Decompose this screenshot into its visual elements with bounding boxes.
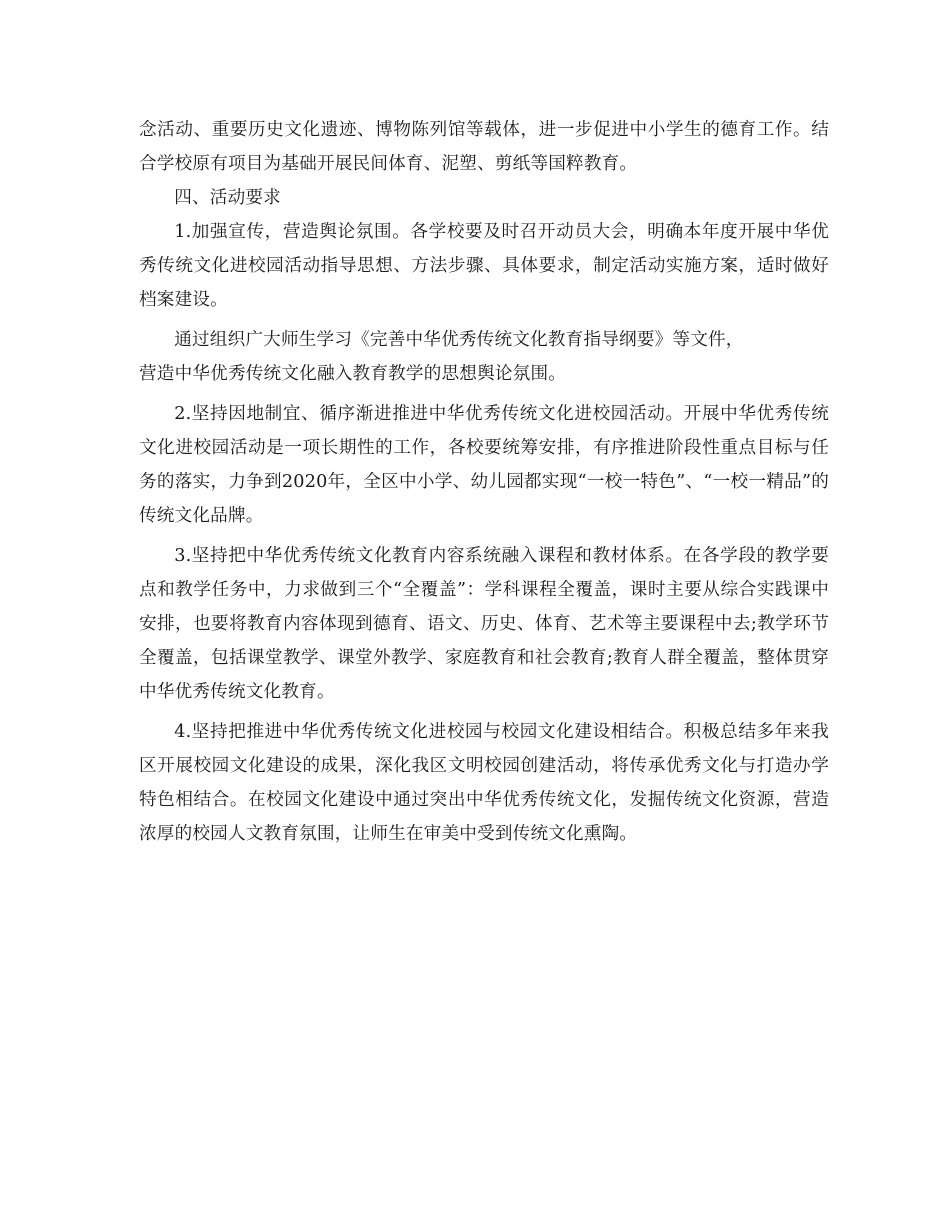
- paragraph-item-1: 1.加强宣传，营造舆论氛围。各学校要及时召开动员大会，明确本年度开展中华优秀传统文化进校园活动指导思想、方法步骤、具体要求，制定活动实施方案，适时做好档案建设。: [139, 222, 829, 310]
- paragraph-continuation: 念活动、重要历史文化遗迹、博物陈列馆等载体，进一步促进中小学生的德育工作。结合学校原有项目为基础开展民间体育、泥塑、剪纸等国粹教育。: [139, 120, 829, 174]
- paragraph-item-2: 2.坚持因地制宜、循序渐进推进中华优秀传统文化进校园活动。开展中华优秀传统文化进校园活动是一项长期性的工作，各校要统筹安排，有序推进阶段性重点目标与任务的落实，力争到2020年，全区中小学、幼儿园都实现“一校一特色”、“一校一精品”的传统文化品牌。: [139, 404, 829, 526]
- paragraph-item-3: 3.坚持把中华优秀传统文化教育内容系统融入课程和教材体系。在各学段的教学要点和教学任务中，力求做到三个“全覆盖”：学科课程全覆盖，课时主要从综合实践课中安排，也要将教育内容体现到德育、语文、历史、体育、艺术等主要课程中去;教学环节全覆盖，包括课堂教学、课堂外教学、家庭教育和社会教育;教育人群全覆盖，整体贯穿中华优秀传统文化教育。: [139, 546, 829, 702]
- section-heading: 四、活动要求: [174, 188, 281, 208]
- paragraph-item-4: 4.坚持把推进中华优秀传统文化进校园与校园文化建设相结合。积极总结多年来我区开展校园文化建设的成果，深化我区文明校园创建活动，将传承优秀文化与打造办学特色相结合。在校园文化建设中通过突出中华优秀传统文化，发掘传统文化资源，营造浓厚的校园人文教育氛围，让师生在审美中受到传统文化熏陶。: [139, 722, 829, 844]
- document-body: [139, 113, 829, 851]
- paragraph-study-line-2: 营造中华优秀传统文化融入教育教学的思想舆论氛围。: [139, 364, 567, 384]
- paragraph-study-line: 通过组织广大师生学习《完善中华优秀传统文化教育指导纲要》等文件，: [174, 330, 744, 350]
